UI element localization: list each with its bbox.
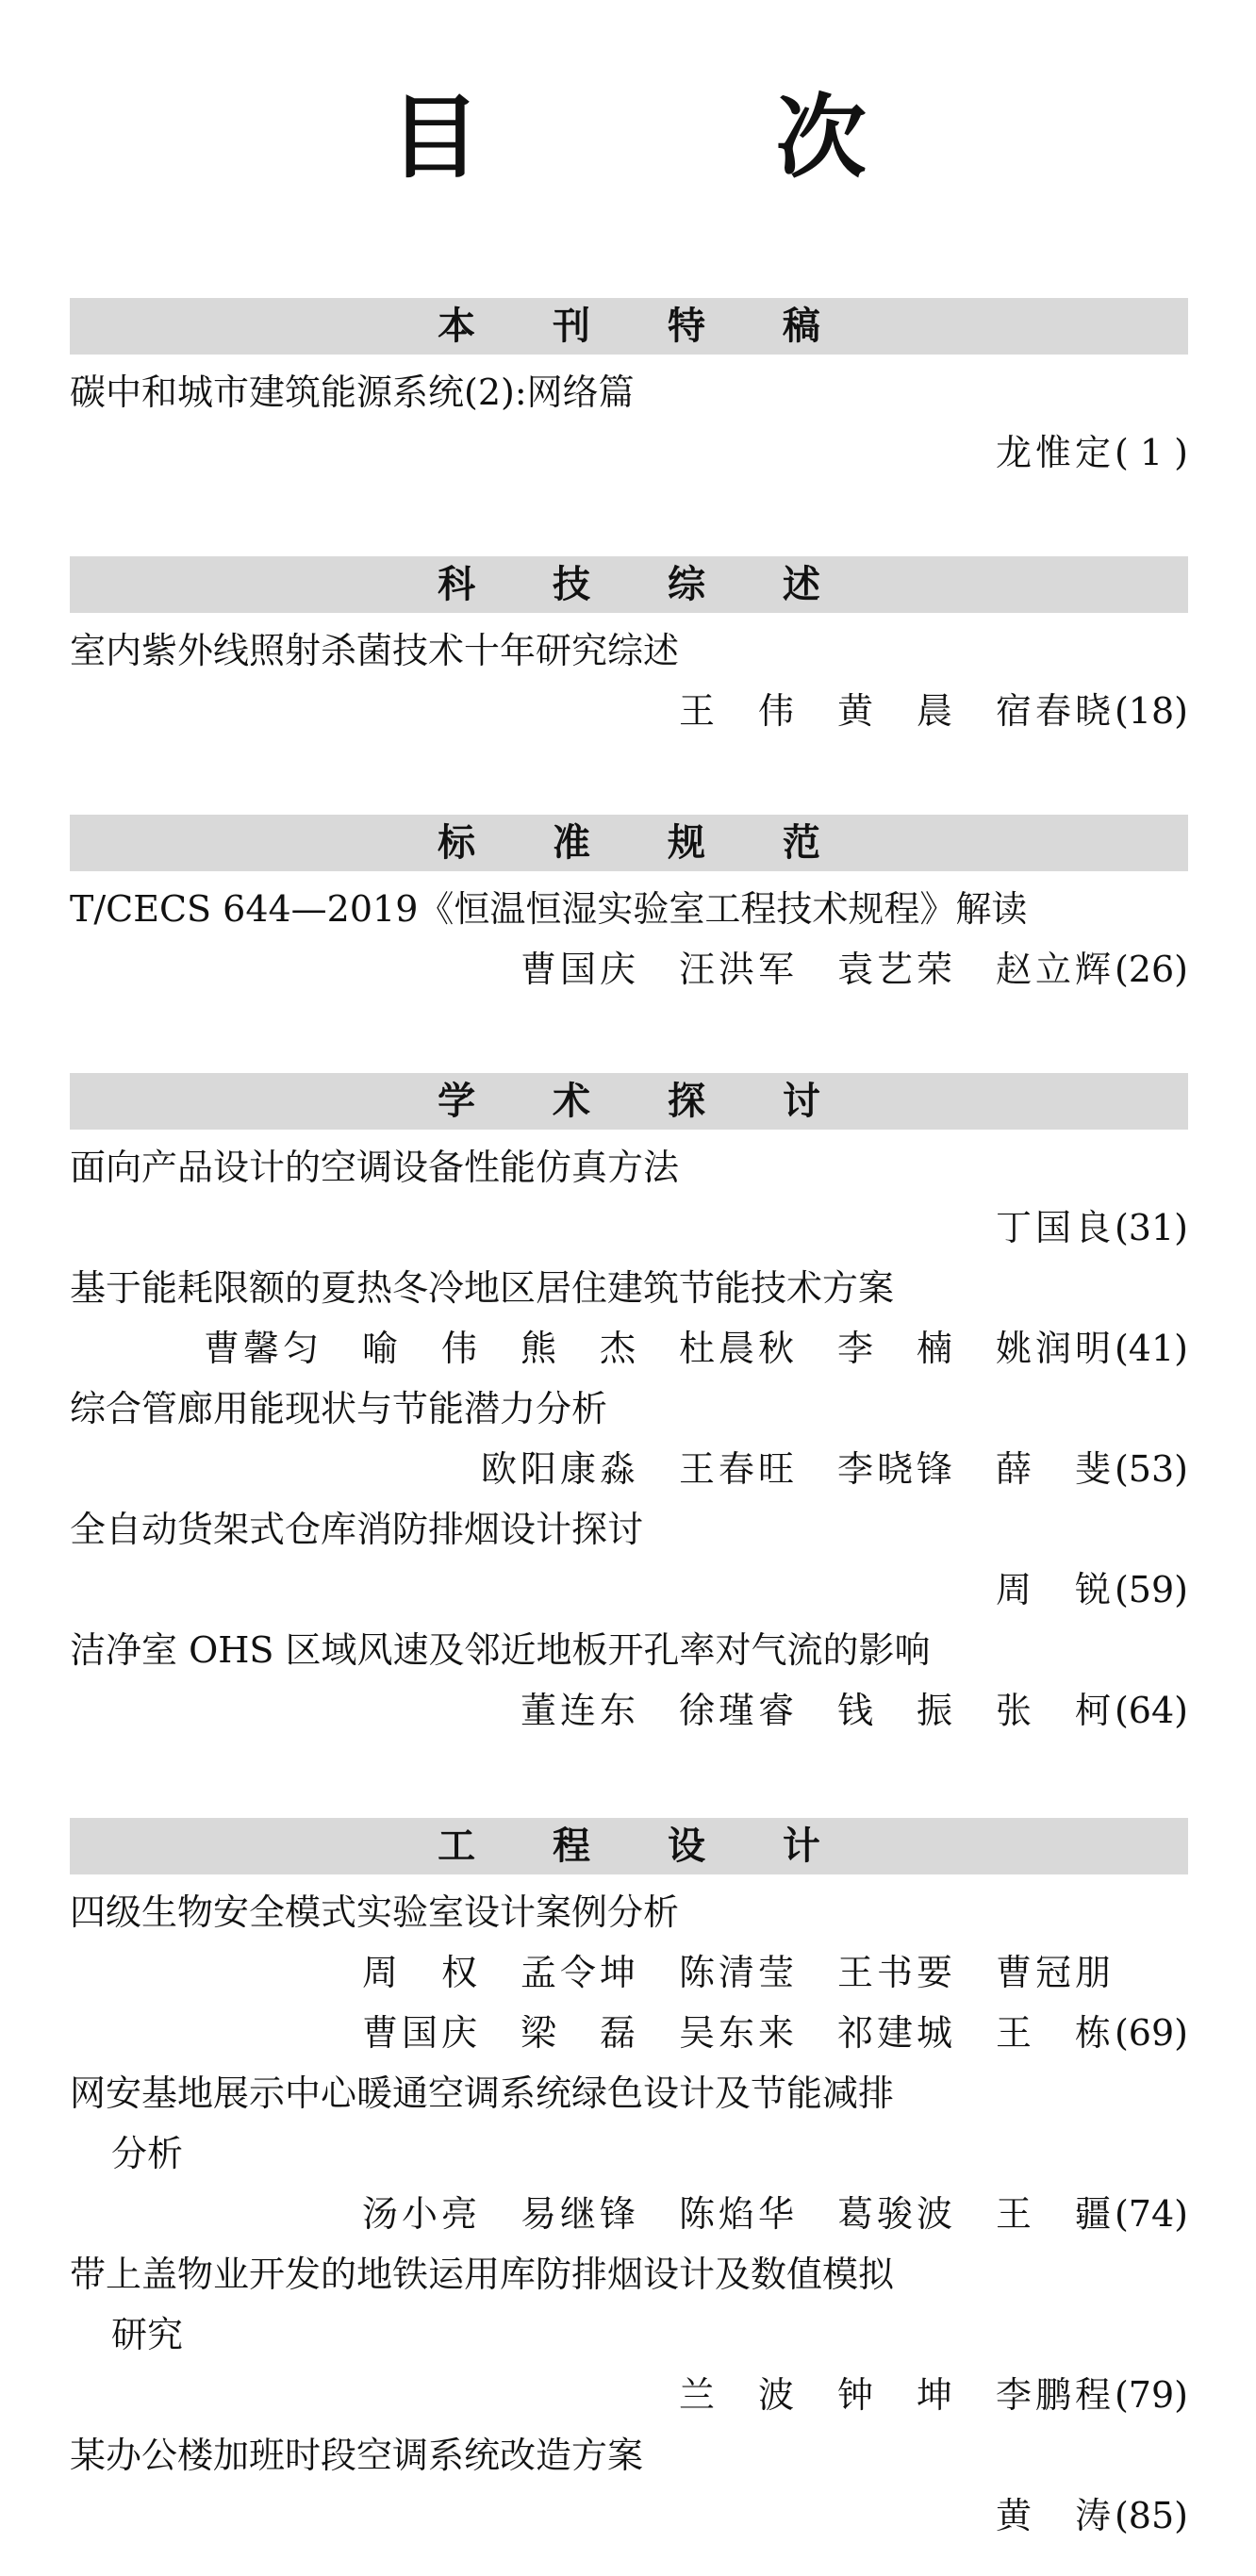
author-line: 曹国庆 梁 磊 吴东来 祁建城 王 栋: [361, 2012, 1115, 2054]
page-number: (53): [1114, 1448, 1188, 1490]
author-line: 龙惟定: [995, 432, 1115, 473]
article-authors: [70, 2003, 1188, 2063]
section-header: 本 刊 特 稿: [70, 298, 1188, 355]
page-number: (26): [1114, 949, 1188, 990]
article-title[interactable]: 四级生物安全模式实验室设计案例分析: [70, 1891, 680, 1933]
page-number: (85): [1114, 2495, 1188, 2536]
author-line: 周 权 孟令坤 陈清莹 王书要 曹冠朋: [361, 1952, 1115, 1993]
author-line: 兰 波 钟 坤 李鹏程: [678, 2374, 1115, 2416]
page-number: (41): [1114, 1328, 1188, 1369]
article-authors: [70, 1942, 1188, 2003]
page-number: (18): [1114, 690, 1188, 732]
author-line: 丁国良: [995, 1207, 1115, 1248]
article-authors: [70, 939, 1188, 999]
article-title[interactable]: T/CECS 644—2019《恒温恒湿实验室工程技术规程》解读: [70, 888, 1028, 930]
section-header: 学 术 探 讨: [70, 1073, 1188, 1130]
author-line: 董连东 徐瑾睿 钱 振 张 柯: [520, 1690, 1115, 1731]
article-authors: [70, 681, 1188, 741]
article-authors: [70, 2365, 1188, 2425]
article-title[interactable]: 碳中和城市建筑能源系统(2):网络篇: [70, 372, 635, 413]
article-authors: [70, 1197, 1188, 1258]
article-title[interactable]: 基于能耗限额的夏热冬冷地区居住建筑节能技术方案: [70, 1267, 895, 1309]
page-number: (69): [1114, 2012, 1188, 2054]
page-number: (74): [1114, 2193, 1188, 2235]
article-title-continued[interactable]: 分析: [111, 2133, 184, 2174]
article-title[interactable]: 洁净室 OHS 区域风速及邻近地板开孔率对气流的影响: [70, 1629, 931, 1671]
article-title-continued[interactable]: 研究: [111, 2314, 184, 2355]
section-special: [70, 298, 1188, 483]
section-academic: [70, 1073, 1188, 1741]
section-standards: [70, 815, 1188, 999]
article-authors: [70, 1439, 1188, 1499]
author-line: 曹国庆 汪洪军 袁艺荣 赵立辉: [520, 949, 1115, 990]
page-title: 目 次: [389, 85, 999, 190]
article-title[interactable]: 带上盖物业开发的地铁运用库防排烟设计及数值模拟: [70, 2254, 895, 2295]
article-authors: [70, 1560, 1188, 1620]
article-title[interactable]: 室内紫外线照射杀菌技术十年研究综述: [70, 630, 680, 671]
article-authors: [70, 2184, 1188, 2244]
author-line: 欧阳康淼 王春旺 李晓锋 薛 斐: [480, 1448, 1115, 1490]
author-line: 汤小亮 易继锋 陈焰华 葛骏波 王 疆: [361, 2193, 1115, 2235]
author-line: 曹馨匀 喻 伟 熊 杰 杜晨秋 李 楠 姚润明: [203, 1328, 1115, 1369]
article-authors: [70, 1680, 1188, 1741]
page-number: (59): [1114, 1569, 1188, 1610]
article-title[interactable]: 网安基地展示中心暖通空调系统绿色设计及节能减排: [70, 2072, 895, 2114]
author-line: 黄 涛: [995, 2495, 1115, 2536]
section-review: [70, 556, 1188, 741]
article-title[interactable]: 全自动货架式仓库消防排烟设计探讨: [70, 1509, 644, 1550]
article-authors: [70, 422, 1188, 483]
article-authors: [70, 1318, 1188, 1379]
author-line: 王 伟 黄 晨 宿春晓: [678, 690, 1115, 732]
section-header: 科 技 综 述: [70, 556, 1188, 613]
article-title[interactable]: 综合管廊用能现状与节能潜力分析: [70, 1388, 608, 1429]
section-engineering: [70, 1818, 1188, 2546]
article-title[interactable]: 面向产品设计的空调设备性能仿真方法: [70, 1147, 680, 1188]
author-line: 周 锐: [995, 1569, 1115, 1610]
article-authors: [70, 2485, 1188, 2546]
section-header: 标 准 规 范: [70, 815, 1188, 871]
section-header: 工 程 设 计: [70, 1818, 1188, 1874]
page-number: (31): [1114, 1207, 1188, 1248]
article-title[interactable]: 某办公楼加班时段空调系统改造方案: [70, 2435, 644, 2476]
page-number: (64): [1114, 1690, 1188, 1731]
page-number: ( 1 ): [1115, 432, 1188, 473]
page-number: (79): [1114, 2374, 1188, 2416]
